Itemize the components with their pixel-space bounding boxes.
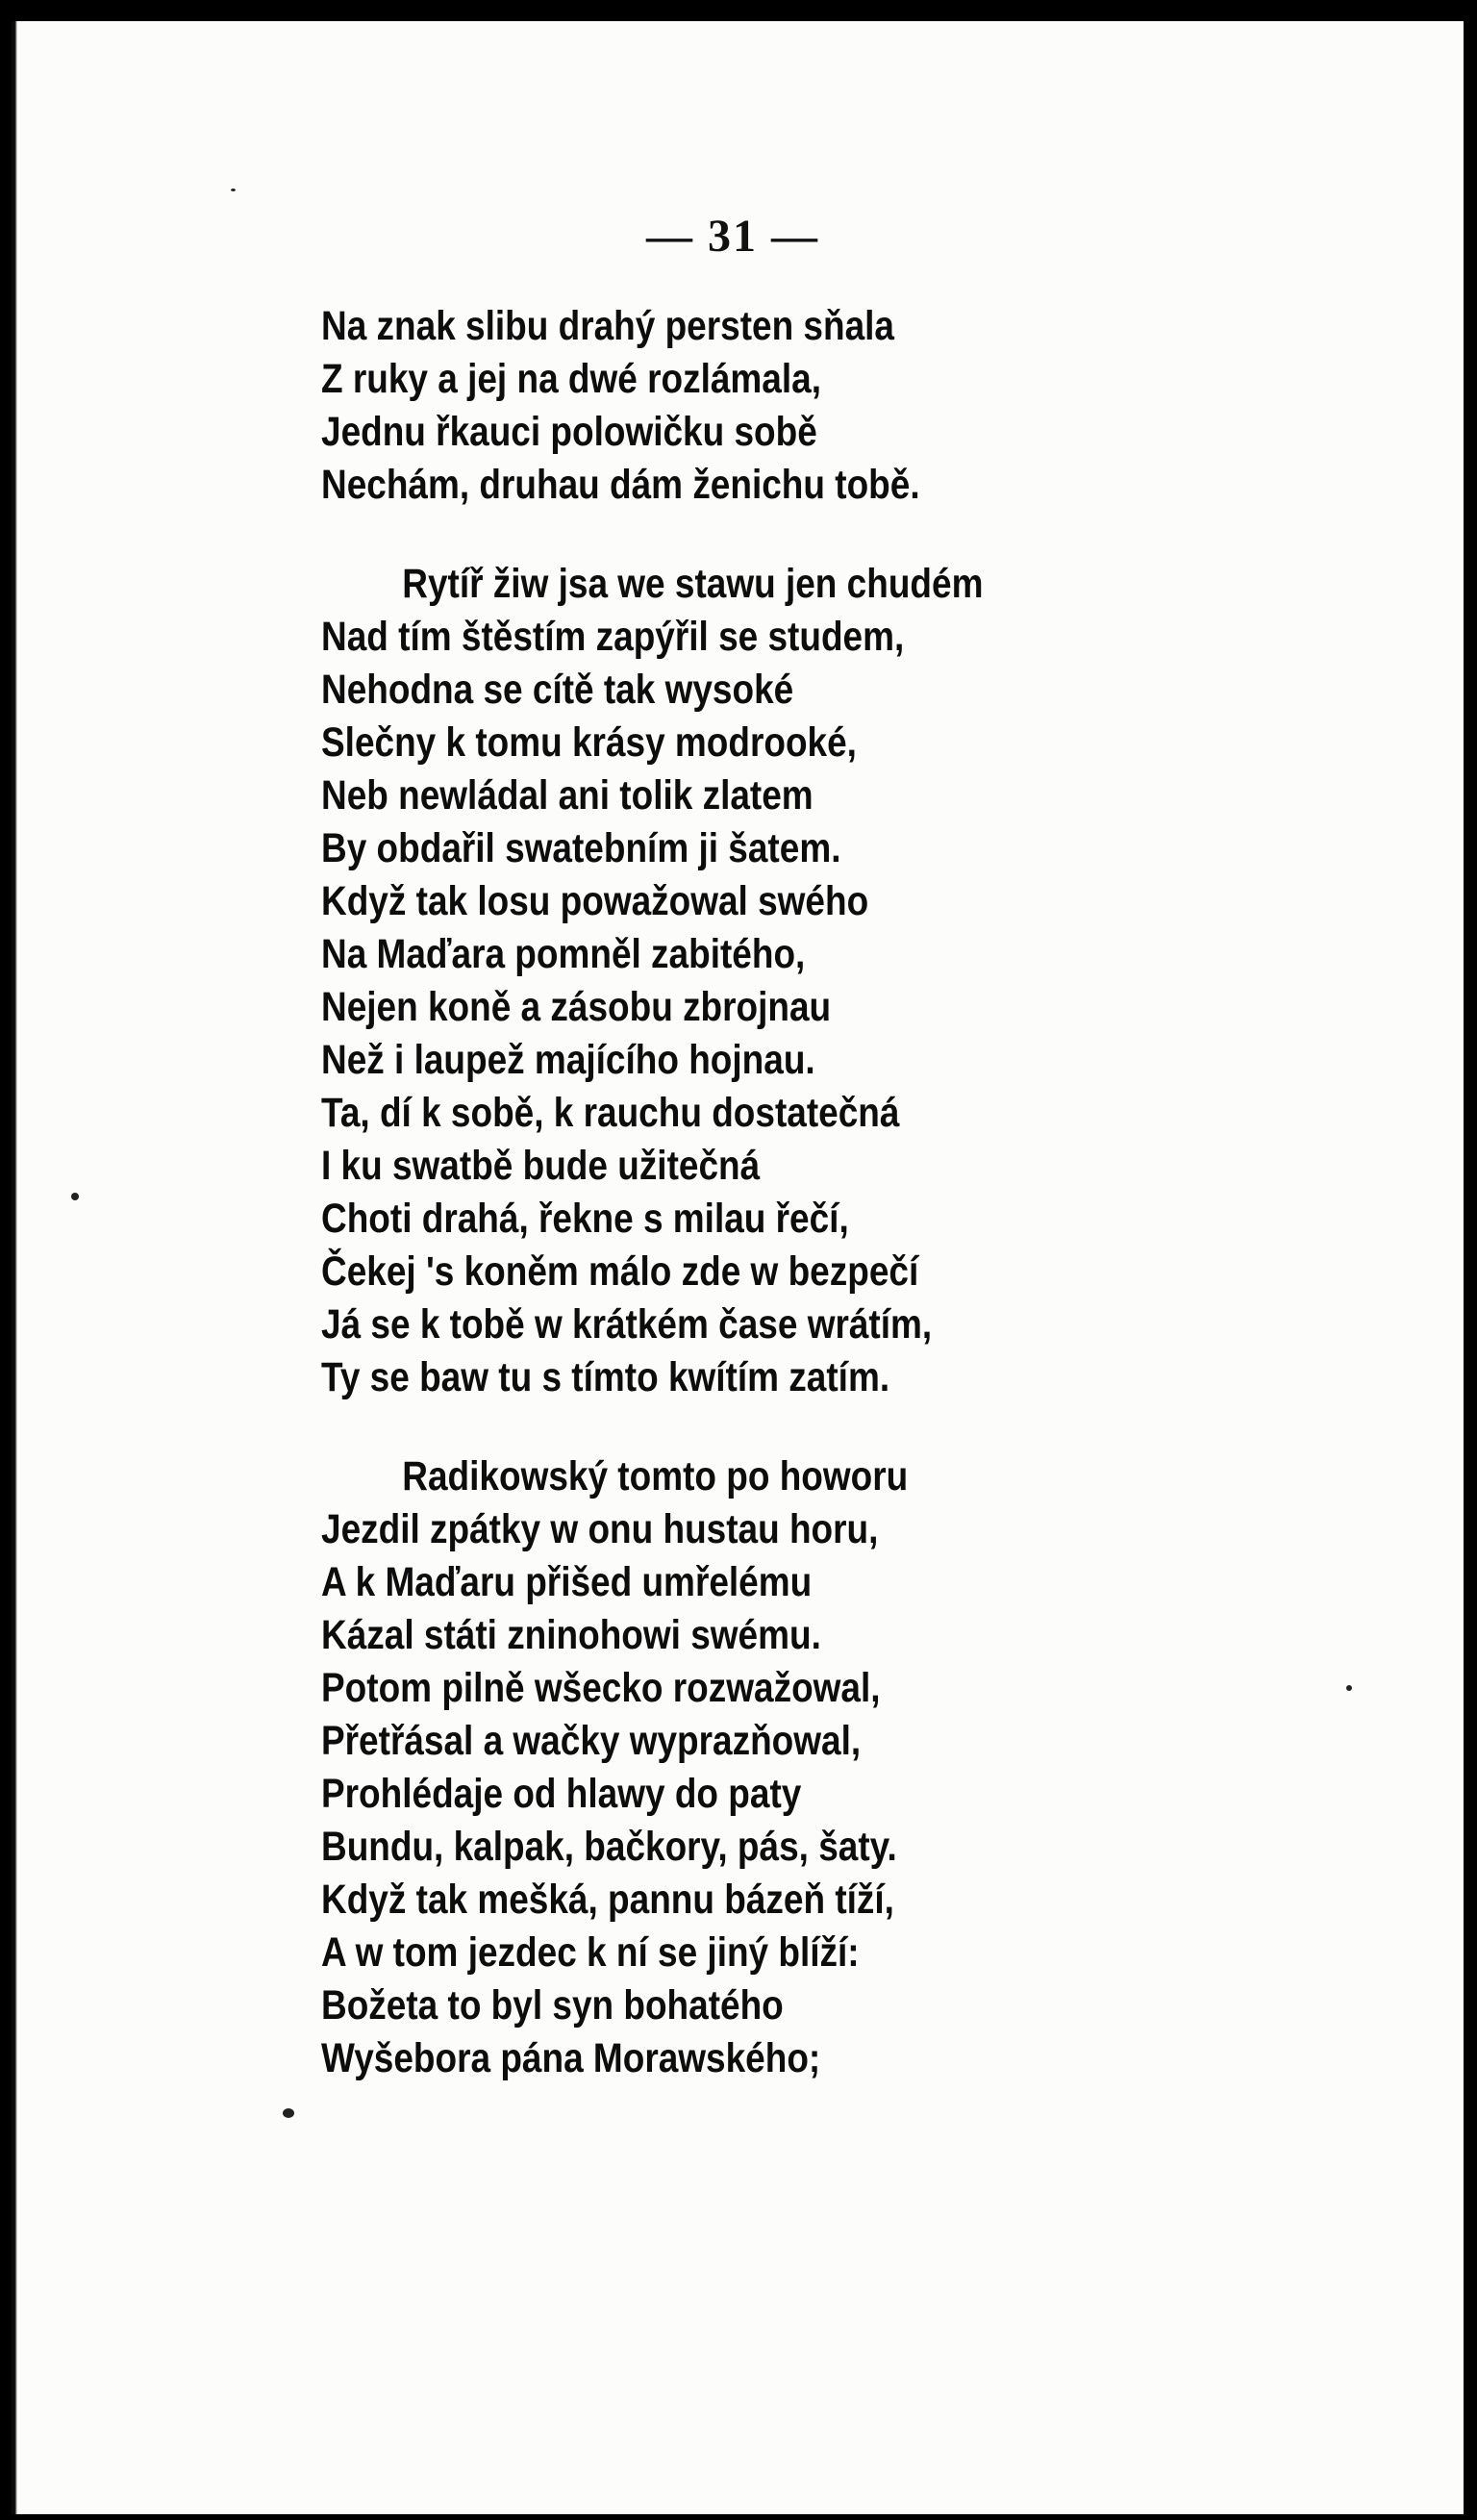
poem-line: Ty se baw tu s tímto kwítím zatím.: [321, 1354, 890, 1400]
poem-line: Z ruky a jej na dwé rozlámala,: [321, 356, 821, 402]
poem-line: Když tak losu powažowal swého: [321, 878, 869, 924]
scan-speck: [1346, 1685, 1352, 1691]
page-spine-edge: [12, 21, 17, 2514]
poem-line: Nechám, druhau dám ženichu tobě.: [321, 462, 920, 508]
poem-line: Radikowský tomto po howoru: [402, 1453, 909, 1499]
poem-line: A w tom jezdec k ní se jiný blíží:: [321, 1929, 860, 1976]
poem-body: [321, 300, 1398, 2085]
stanza-2: [321, 558, 1398, 1404]
page-number: — 31 —: [646, 211, 819, 262]
poem-line: Já se k tobě w krátkém čase wrátím,: [321, 1301, 933, 1348]
poem-line: Wyšebora pána Morawského;: [321, 2035, 821, 2081]
poem-line: Choti drahá, řekne s milau řečí,: [321, 1196, 849, 1242]
poem-line: Čekej 's koněm málo zde w bezpečí: [321, 1248, 919, 1295]
poem-line: Potom pilně wšecko rozwažowal,: [321, 1665, 881, 1711]
stanza-3: [321, 1450, 1398, 2085]
poem-line: Ta, dí k sobě, k rauchu dostatečná: [321, 1090, 900, 1136]
poem-line: Prohlédaje od hlawy do paty: [321, 1771, 802, 1817]
poem-line: Kázal státi zninohowi swému.: [321, 1612, 821, 1658]
poem-line: Jednu řkauci polowičku sobě: [321, 409, 817, 455]
poem-line: Přetřásal a wačky wyprazňowal,: [321, 1718, 862, 1764]
poem-line: Nad tím štěstím zapýřil se studem,: [321, 614, 905, 660]
poem-line: Nehodna se cítě tak wysoké: [321, 667, 794, 713]
poem-line: Jezdil zpátky w onu hustau horu,: [321, 1506, 879, 1552]
poem-line: Než i laupež majícího hojnau.: [321, 1037, 815, 1083]
stanza-1: [321, 300, 1398, 512]
poem-line: Když tak mešká, pannu bázeň tíží,: [321, 1877, 894, 1923]
poem-line: Na znak slibu drahý persten sňala: [321, 303, 895, 349]
scan-speck: [231, 189, 236, 191]
poem-line: Slečny k tomu krásy modrooké,: [321, 719, 857, 766]
poem-line: Rytíř žiw jsa we stawu jen chudém: [402, 561, 984, 607]
scan-speck: [283, 2108, 294, 2118]
poem-line: Na Maďara pomněl zabitého,: [321, 931, 806, 977]
book-page: [12, 21, 1464, 2514]
poem-line: By obdařil swatebním ji šatem.: [321, 825, 841, 871]
poem-line: Nejen koně a zásobu zbrojnau: [321, 984, 832, 1030]
scan-speck: [71, 1193, 79, 1200]
poem-line: Neb newládal ani tolik zlatem: [321, 772, 814, 819]
poem-line: I ku swatbě bude užitečná: [321, 1143, 761, 1189]
poem-line: Božeta to byl syn bohatého: [321, 1982, 784, 2029]
poem-line: Bundu, kalpak, bačkory, pás, šaty.: [321, 1824, 897, 1870]
poem-line: A k Maďaru přišed umřelému: [321, 1559, 813, 1605]
